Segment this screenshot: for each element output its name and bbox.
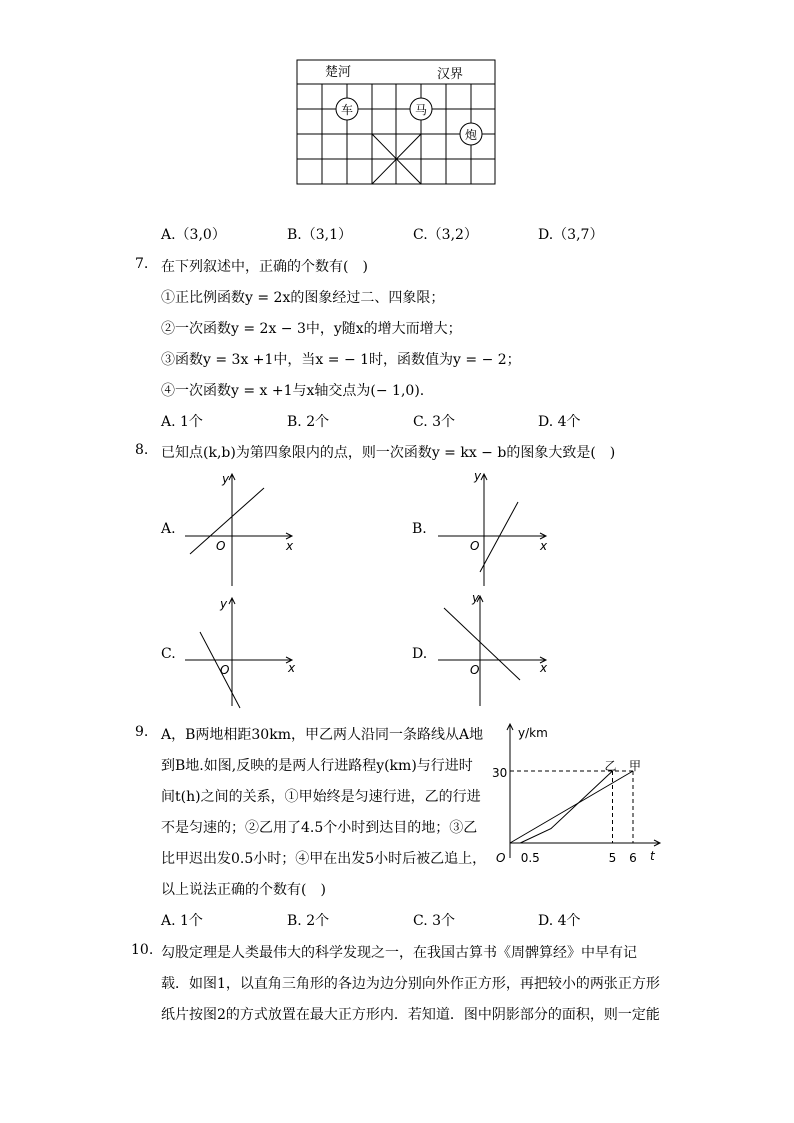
- svg-text:y: y: [472, 591, 480, 605]
- x-tick-5: 5: [608, 851, 617, 865]
- q8-graph-d: [434, 590, 554, 710]
- svg-text:马: 马: [414, 103, 428, 117]
- x-tick-6: 6: [629, 851, 637, 865]
- q6-option-a[interactable]: A.（3,0）: [161, 227, 226, 243]
- q9-option-c[interactable]: C. 3个: [413, 913, 456, 929]
- svg-text:x: x: [540, 539, 548, 553]
- q9-line-2: 到B地.如图,反映的是两人行进路程y(km)与行进时: [161, 758, 473, 774]
- q8-option-b[interactable]: B.: [412, 521, 427, 537]
- y-axis-label: y/km: [518, 726, 548, 740]
- q9-line-3: 间t(h)之间的关系，①甲始终是匀速行进，乙的行进: [161, 789, 481, 805]
- series-label-jia: 甲: [629, 759, 642, 773]
- q9-distance-time-chart: [488, 720, 668, 868]
- q8-option-d[interactable]: D.: [412, 646, 428, 662]
- q7-stem: 在下列叙述中，正确的个数有( ): [161, 259, 368, 275]
- svg-text:炮: 炮: [464, 128, 478, 142]
- q9-option-b[interactable]: B. 2个: [287, 913, 330, 929]
- q8-option-a[interactable]: A.: [161, 521, 176, 537]
- q6-option-d[interactable]: D.（3,7）: [538, 227, 604, 243]
- svg-text:O: O: [216, 539, 226, 553]
- q9-number: 9.: [135, 724, 149, 740]
- svg-text:y: y: [222, 472, 230, 486]
- q8-graph-c: [180, 594, 300, 714]
- q7-item-4: ④一次函数y = x +1与x轴交点为(− 1,0).: [161, 383, 425, 399]
- q7-item-2: ②一次函数y = 2x − 3中，y随x的增大而增大；: [161, 321, 462, 337]
- q7-option-b[interactable]: B. 2个: [287, 414, 330, 430]
- chess-board-figure: [295, 58, 499, 188]
- svg-text:y: y: [220, 597, 228, 611]
- series-line-jia: [510, 771, 633, 843]
- q10-line-2: 载．如图1，以直角三角形的各边为边分别向外作正方形，再把较小的两张正方形: [161, 976, 660, 992]
- river-right-label: 汉界: [437, 67, 464, 82]
- q9-option-d[interactable]: D. 4个: [538, 913, 581, 929]
- q8-graph-a: [180, 468, 300, 588]
- y-tick-30: 30: [492, 766, 508, 780]
- q7-item-3: ③函数y = 3x +1中，当x = − 1时，函数值为y = − 2；: [161, 352, 521, 368]
- q9-line-5: 比甲迟出发0.5小时；④甲在出发5小时后被乙追上，: [161, 851, 487, 867]
- series-line-yi: [520, 771, 612, 843]
- series-label-yi: 乙: [604, 759, 617, 773]
- q8-graph-b: [434, 468, 554, 588]
- q7-item-1: ①正比例函数y = 2x的图象经过二、四象限；: [161, 290, 445, 306]
- svg-text:x: x: [288, 661, 296, 675]
- q9-line-1: A，B两地相距30km，甲乙两人沿同一条路线从A地: [161, 727, 484, 743]
- svg-text:O: O: [470, 663, 480, 677]
- svg-text:O: O: [220, 663, 230, 677]
- svg-text:车: 车: [340, 103, 354, 117]
- q7-option-c[interactable]: C. 3个: [413, 414, 456, 430]
- q8-stem: 已知点(k,b)为第四象限内的点，则一次函数y = kx − b的图象大致是( ): [161, 445, 616, 461]
- q7-option-d[interactable]: D. 4个: [538, 414, 581, 430]
- svg-text:x: x: [286, 539, 294, 553]
- q9-line-6: 以上说法正确的个数有( ): [161, 882, 326, 898]
- q6-option-c[interactable]: C.（3,2）: [413, 227, 478, 243]
- q7-option-a[interactable]: A. 1个: [161, 414, 203, 430]
- q8-number: 8.: [135, 442, 149, 458]
- x-axis-label: t: [650, 849, 655, 863]
- q10-line-3: 纸片按图2的方式放置在最大正方形内．若知道．图中阴影部分的面积，则一定能: [161, 1007, 660, 1023]
- origin-label: O: [496, 851, 506, 865]
- river-left-label: 楚河: [325, 65, 352, 80]
- q9-option-a[interactable]: A. 1个: [161, 913, 203, 929]
- q7-number: 7.: [135, 256, 149, 272]
- svg-text:O: O: [470, 539, 480, 553]
- q8-option-c[interactable]: C.: [161, 646, 176, 662]
- svg-text:x: x: [540, 661, 548, 675]
- x-tick-0.5: 0.5: [520, 851, 540, 865]
- q9-line-4: 不是匀速的；②乙用了4.5个小时到达目的地；③乙: [161, 820, 478, 836]
- q6-option-b[interactable]: B.（3,1）: [287, 227, 353, 243]
- q10-line-1: 勾股定理是人类最伟大的科学发现之一，在我国古算书《周髀算经》中早有记: [161, 945, 637, 961]
- q10-number: 10.: [131, 942, 154, 958]
- svg-text:y: y: [474, 469, 482, 483]
